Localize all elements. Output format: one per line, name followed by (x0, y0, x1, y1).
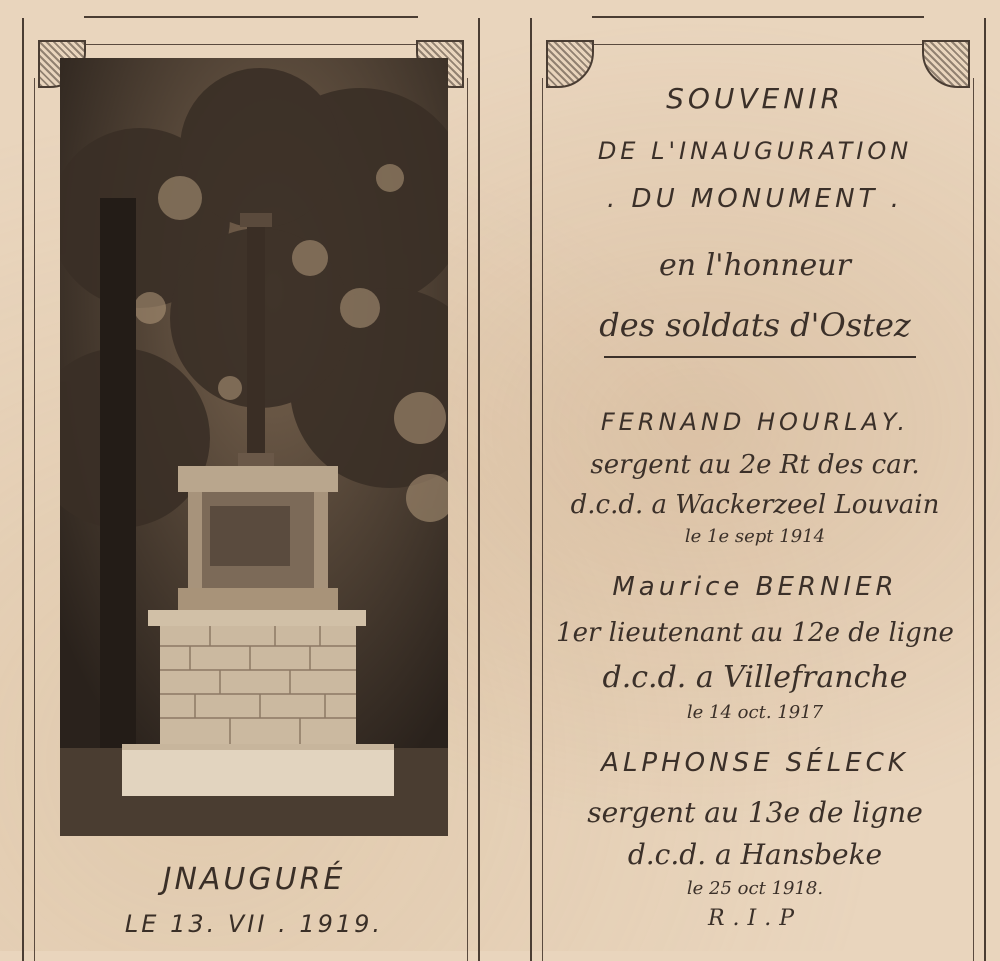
soldier-rank: 1er lieutenant au 12e de ligne (556, 618, 954, 648)
rip-inscription: R.I.P (707, 906, 803, 931)
soldats-line: des soldats d'Ostez (599, 306, 911, 344)
soldier-death-place: d.c.d. a Hansbeke (627, 838, 883, 871)
monument-line: . DU MONUMENT . (607, 184, 903, 214)
soldier-death-date: le 14 oct. 1917 (686, 702, 824, 723)
monument-photo (60, 58, 448, 836)
soldier-death-date: le 1e sept 1914 (684, 526, 826, 547)
soldier-name: FERNAND HOURLAY. (600, 408, 910, 436)
inauguration-caption-title: JNAUGURÉ (162, 862, 346, 897)
honneur-line: en l'honneur (659, 248, 851, 283)
soldier-rank: sergent au 13e de ligne (587, 796, 923, 829)
frame-cap (84, 16, 418, 45)
soldier-name: ALPHONSE SÉLECK (601, 748, 909, 778)
soldier-name: Maurice BERNIER (612, 572, 898, 602)
soldier-death-place: d.c.d. a Villefranche (602, 660, 908, 695)
soldier-rank: sergent au 2e Rt des car. (590, 450, 920, 480)
inauguration-caption-date: LE 13. VII . 1919. (124, 910, 384, 938)
inauguration-line: DE L'INAUGURATION (597, 137, 913, 165)
monument-illustration (60, 58, 448, 836)
divider (604, 356, 916, 358)
soldier-death-date: le 25 oct 1918. (686, 878, 824, 899)
soldier-death-place: d.c.d. a Wackerzeel Louvain (570, 490, 940, 520)
souvenir-title: SOUVENIR (666, 82, 844, 115)
frame-cap (592, 16, 924, 45)
